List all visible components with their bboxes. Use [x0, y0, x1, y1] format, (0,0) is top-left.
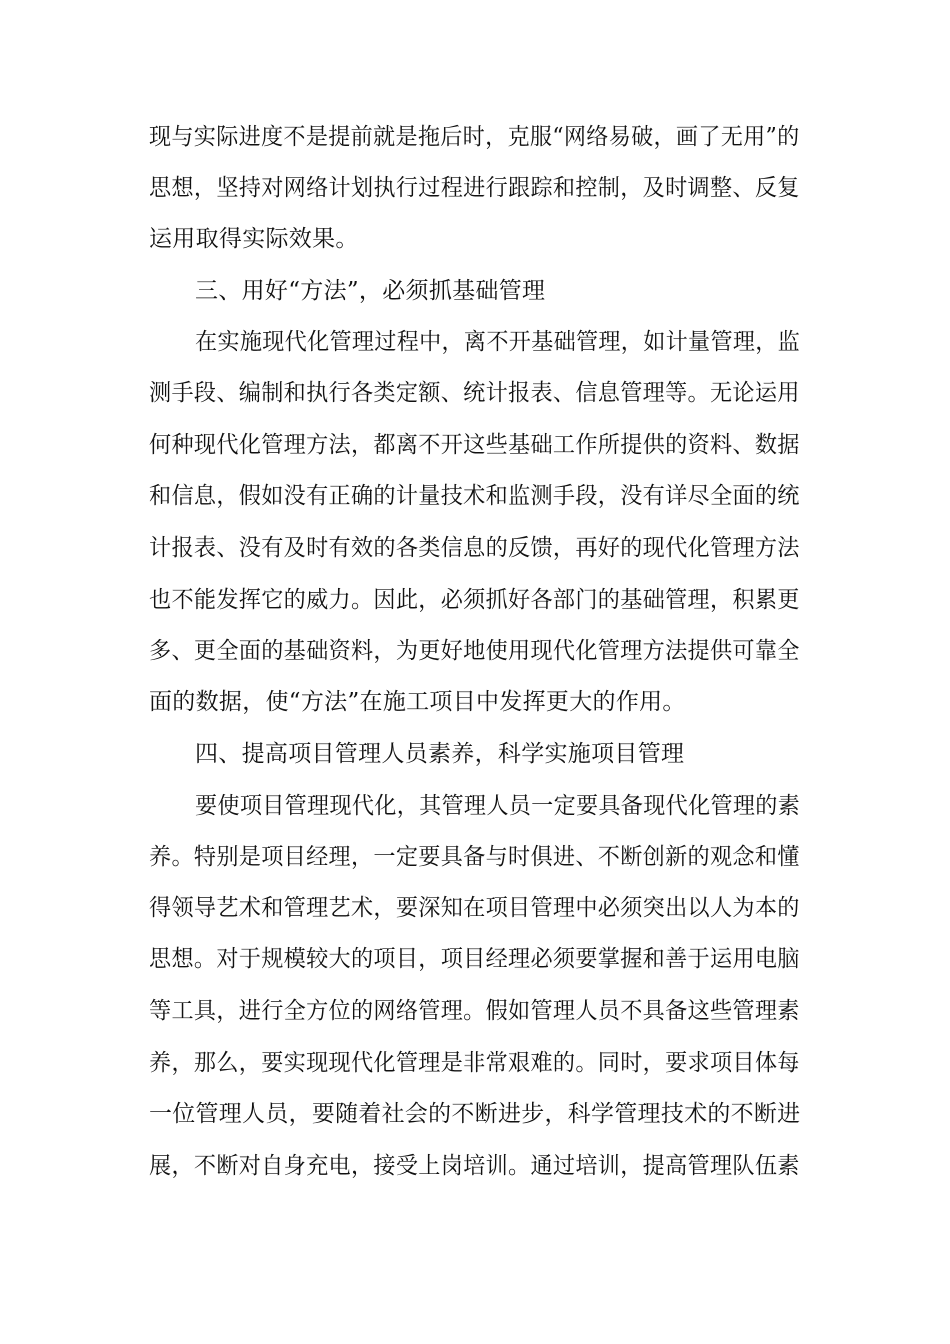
- paragraph-line: 和信息，假如没有正确的计量技术和监测手段，没有详尽全面的统: [149, 483, 800, 509]
- paragraph-line: 何种现代化管理方法，都离不开这些基础工作所提供的资料、数据: [149, 432, 800, 458]
- section-heading: 四、提高项目管理人员素养，科学实施项目管理: [195, 741, 685, 767]
- paragraph-line: 也不能发挥它的威力。因此，必须抓好各部门的基础管理，积累更: [149, 587, 800, 613]
- paragraph-line: 运用取得实际效果。: [149, 226, 359, 252]
- paragraph-line: 在实施现代化管理过程中，离不开基础管理，如计量管理，监: [195, 329, 801, 355]
- paragraph-line: 展，不断对自身充电，接受上岗培训。通过培训，提高管理队伍素: [149, 1153, 800, 1179]
- paragraph-line: 计报表、没有及时有效的各类信息的反馈，再好的现代化管理方法: [149, 535, 800, 561]
- paragraph-line: 一位管理人员，要随着社会的不断进步，科学管理技术的不断进: [149, 1101, 801, 1127]
- section-heading: 三、用好“方法”，必须抓基础管理: [195, 278, 546, 304]
- paragraph-line: 养。特别是项目经理，一定要具备与时俱进、不断创新的观念和懂: [149, 844, 800, 870]
- paragraph-line: 要使项目管理现代化，其管理人员一定要具备现代化管理的素: [195, 793, 801, 819]
- paragraph-line: 得领导艺术和管理艺术，要深知在项目管理中必须突出以人为本的: [149, 895, 800, 921]
- paragraph-line: 面的数据，使“方法”在施工项目中发挥更大的作用。: [149, 689, 686, 715]
- paragraph-line: 思想，坚持对网络计划执行过程进行跟踪和控制，及时调整、反复: [149, 175, 800, 201]
- paragraph-line: 现与实际进度不是提前就是拖后时，克服“网络易破，画了无用”的: [149, 124, 800, 150]
- paragraph-line: 多、更全面的基础资料，为更好地使用现代化管理方法提供可靠全: [149, 638, 800, 664]
- paragraph-line: 养，那么，要实现现代化管理是非常艰难的。同时，要求项目体每: [149, 1050, 800, 1076]
- paragraph-line: 等工具，进行全方位的网络管理。假如管理人员不具备这些管理素: [149, 998, 800, 1024]
- paragraph-line: 测手段、编制和执行各类定额、统计报表、信息管理等。无论运用: [149, 380, 800, 406]
- paragraph-line: 思想。对于规模较大的项目，项目经理必须要掌握和善于运用电脑: [149, 946, 800, 972]
